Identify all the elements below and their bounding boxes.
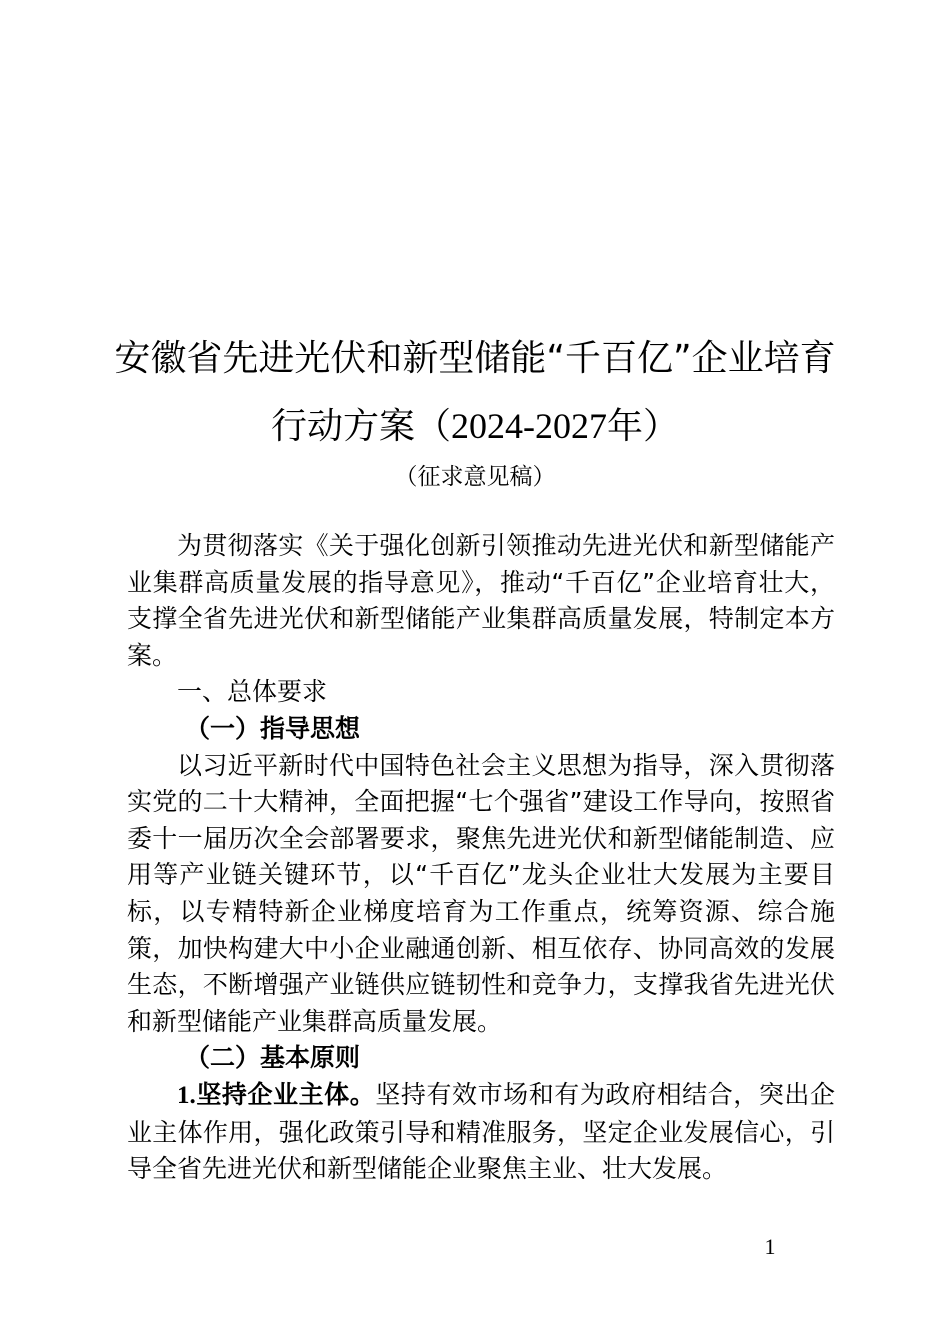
document-body — [127, 528, 835, 1188]
title-years: 2024-2027 — [451, 406, 607, 446]
subsection-2-heading: （二）基本原则 — [185, 1043, 361, 1073]
title-line-2-suffix: 年） — [607, 406, 680, 447]
subsection-1-heading: （一）指导思想 — [185, 713, 361, 743]
page-number: 1 — [764, 1234, 776, 1259]
document-title-line-1: 安徽省先进光伏和新型储能“千百亿”企业培育 — [114, 338, 836, 379]
principle-1-paragraph — [127, 1077, 835, 1188]
principle-1-lead: 坚持企业主体。 — [195, 1079, 376, 1109]
document-subtitle: （征求意见稿） — [394, 464, 556, 490]
intro-paragraph: 为贯彻落实《关于强化创新引领推动先进光伏和新型储能产业集群高质量发展的指导意见》，推动“千百亿”企业培育壮大，支撑全省先进光伏和新型储能产业集群高质量发展，特制定本方案。 — [127, 531, 835, 670]
section-1-heading: 一、总体要求 — [177, 677, 328, 707]
principle-1-text: 坚持有效市场和有为政府相结合，突出企业主体作用，强化政策引导和精准服务，坚定企业发展信心，引导全省先进光伏和新型储能企业聚焦主业、壮大发展。 — [127, 1079, 835, 1184]
guiding-paragraph: 以习近平新时代中国特色社会主义思想为指导，深入贯彻落实党的二十大精神，全面把握“七个强省”建设工作导向，按照省委十一届历次全会部署要求，聚焦先进光伏和新型储能制造、应用等产业链关键环节，以“千百亿”龙头企业壮大发展为主要目标，以专精特新企业梯度培育为工作重点，统筹资源、综合施策，加快构建大中小企业融通创新、相互依存、协同高效的发展生态，不断增强产业链供应链韧性和竞争力，支撑我省先进光伏和新型储能产业集群高质量发展。 — [127, 750, 835, 1036]
principle-1-number: 1. — [177, 1081, 196, 1109]
document-title-line-2 — [0, 398, 950, 449]
title-line-2-prefix: 行动方案（ — [270, 406, 451, 447]
